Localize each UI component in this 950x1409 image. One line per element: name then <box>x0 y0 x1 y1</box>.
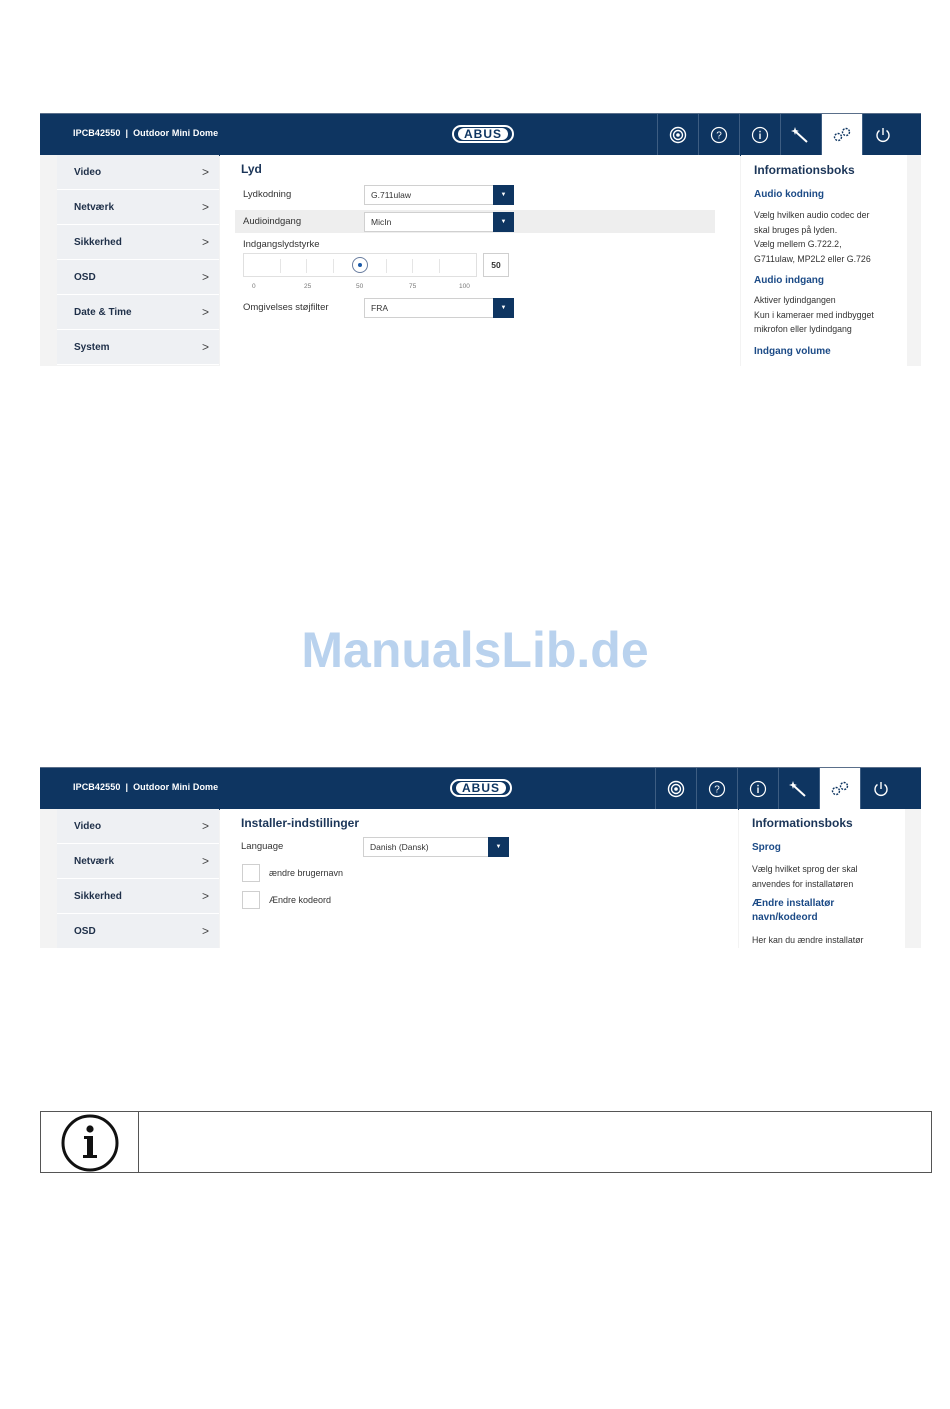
audio-input-label: Audioindgang <box>243 216 302 227</box>
change-username-label: ændre brugernavn <box>269 868 344 878</box>
info-text-line: Her kan du ændre installatør <box>752 935 864 945</box>
sidebar-item-label: System <box>74 341 110 353</box>
logo-text: ABUS <box>456 782 506 794</box>
input-volume-value[interactable]: 50 <box>483 253 509 277</box>
page-title: Installer-indstillinger <box>241 816 360 830</box>
device-title <box>73 128 218 138</box>
live-view-icon[interactable] <box>657 114 698 156</box>
change-password-label: Ændre kodeord <box>269 895 332 905</box>
sidebar-item-network[interactable] <box>57 844 219 879</box>
chevron-down-icon[interactable]: ▼ <box>493 212 514 232</box>
info-icon[interactable] <box>739 114 780 156</box>
info-text-line: Vælg hvilken audio codec der <box>754 210 870 220</box>
device-name: Outdoor Mini Dome <box>133 782 219 792</box>
sidebar-item-osd[interactable] <box>57 260 219 295</box>
left-gutter <box>40 155 57 366</box>
title-separator: | <box>125 128 129 138</box>
audio-coding-value: G.711ulaw <box>371 190 412 200</box>
top-bar <box>40 113 921 156</box>
info-text-change-installer <box>752 933 863 948</box>
audio-coding-select[interactable] <box>364 185 514 205</box>
screenshot-audio-settings <box>40 113 921 366</box>
info-text-line: Aktiver lydindgangen <box>754 295 836 305</box>
note-divider <box>138 1112 139 1172</box>
audio-input-select[interactable] <box>364 212 514 232</box>
sidebar-item-system[interactable] <box>57 330 219 365</box>
title-separator: | <box>125 782 129 792</box>
slider-tick <box>333 259 334 273</box>
change-username-checkbox[interactable] <box>242 864 260 882</box>
chevron-right-icon: > <box>201 819 209 833</box>
chevron-right-icon: > <box>201 165 209 179</box>
sidebar-item-label: Video <box>74 166 102 178</box>
sidebar-item-security[interactable] <box>57 879 219 914</box>
scale-label: 50 <box>356 283 364 290</box>
chevron-right-icon: > <box>201 200 209 214</box>
left-gutter <box>40 809 57 948</box>
info-panel <box>739 809 905 948</box>
main-panel <box>220 809 738 948</box>
info-text-line: mikrofon eller lydindgang <box>754 324 852 334</box>
info-heading-line: navn/kodeord <box>752 912 818 923</box>
settings-icon[interactable] <box>821 114 862 156</box>
scale-label: 0 <box>252 283 256 290</box>
input-volume-label: Indgangslydstyrke <box>243 239 320 250</box>
settings-sidebar <box>57 155 219 366</box>
right-gutter <box>907 155 921 366</box>
abus-logo <box>450 779 512 797</box>
watermark: ManualsLib.de <box>301 622 649 678</box>
sidebar-item-security[interactable] <box>57 225 219 260</box>
sidebar-item-video[interactable] <box>57 155 219 190</box>
info-icon[interactable] <box>737 768 778 810</box>
sidebar-item-label: Netværk <box>74 855 115 867</box>
scale-label: 25 <box>304 283 312 290</box>
scale-label: 100 <box>459 283 470 290</box>
top-bar <box>40 767 921 810</box>
info-heading-change-installer <box>752 897 834 925</box>
slider-tick <box>412 259 413 273</box>
slider-tick <box>439 259 440 273</box>
chevron-right-icon: > <box>201 270 209 284</box>
info-text-audio-coding <box>754 208 871 266</box>
right-gutter <box>905 809 921 948</box>
note-box <box>40 1111 932 1173</box>
slider-tick <box>386 259 387 273</box>
sidebar-item-date-time[interactable] <box>57 295 219 330</box>
noise-filter-select[interactable] <box>364 298 514 318</box>
language-select[interactable] <box>363 837 509 857</box>
power-icon[interactable] <box>862 114 903 156</box>
slider-knob[interactable] <box>352 257 368 273</box>
sidebar-item-video[interactable] <box>57 809 219 844</box>
chevron-down-icon[interactable]: ▼ <box>488 837 509 857</box>
chevron-right-icon: > <box>201 340 209 354</box>
power-icon[interactable] <box>860 768 901 810</box>
chevron-right-icon: > <box>201 235 209 249</box>
info-text-line: G711ulaw, MP2L2 eller G.726 <box>754 253 871 264</box>
sidebar-item-label: Sikkerhed <box>74 890 122 902</box>
info-heading-language: Sprog <box>752 842 781 853</box>
info-text-line: skal bruges på lyden. <box>754 224 838 235</box>
info-heading-input-volume: Indgang volume <box>754 346 831 357</box>
chevron-down-icon[interactable]: ▼ <box>493 298 514 318</box>
info-panel <box>741 155 907 366</box>
sidebar-item-osd[interactable] <box>57 914 219 948</box>
top-icon-bar <box>657 114 903 156</box>
device-title <box>73 782 218 792</box>
svg-text:?: ? <box>714 784 720 796</box>
abus-logo <box>452 125 514 143</box>
logo-text: ABUS <box>458 128 508 140</box>
change-password-checkbox[interactable] <box>242 891 260 909</box>
device-id: IPCB42550 <box>73 782 121 792</box>
info-heading-audio-coding: Audio kodning <box>754 189 824 200</box>
audio-coding-label: Lydkodning <box>243 189 292 200</box>
info-text-language <box>752 862 858 891</box>
chevron-right-icon: > <box>201 924 209 938</box>
chevron-down-icon[interactable]: ▼ <box>493 185 514 205</box>
sidebar-item-label: OSD <box>74 271 96 283</box>
sidebar-item-label: Video <box>74 820 102 832</box>
scale-label: 75 <box>409 283 417 290</box>
info-heading-line: Ændre installatør <box>752 898 835 909</box>
wizard-icon[interactable] <box>780 114 821 156</box>
page-title: Lyd <box>241 162 262 176</box>
chevron-right-icon: > <box>201 889 209 903</box>
noise-filter-value: FRA <box>371 303 388 313</box>
sidebar-item-label: OSD <box>74 925 96 937</box>
screenshot-installer-settings <box>40 767 921 948</box>
info-panel-title: Informationsboks <box>754 163 855 177</box>
slider-tick <box>306 259 307 273</box>
info-heading-audio-input: Audio indgang <box>754 275 824 286</box>
audio-input-value: MicIn <box>371 217 392 227</box>
main-panel <box>220 155 740 366</box>
help-icon[interactable] <box>698 114 739 156</box>
noise-filter-label: Omgivelses støjfilter <box>243 302 329 313</box>
chevron-right-icon: > <box>201 854 209 868</box>
sidebar-item-label: Date & Time <box>74 306 132 318</box>
device-id: IPCB42550 <box>73 128 121 138</box>
language-value: Danish (Dansk) <box>370 842 429 852</box>
info-icon <box>61 1114 119 1177</box>
settings-icon[interactable] <box>819 768 860 810</box>
svg-text:?: ? <box>716 130 722 142</box>
slider-tick <box>280 259 281 273</box>
info-text-line: Kun i kameraer med indbygget <box>754 309 874 320</box>
settings-sidebar <box>57 809 219 948</box>
live-view-icon[interactable] <box>655 768 696 810</box>
help-icon[interactable] <box>696 768 737 810</box>
top-icon-bar <box>655 768 901 810</box>
sidebar-item-label: Netværk <box>74 201 115 213</box>
info-text-line: anvendes for installatøren <box>752 878 854 889</box>
wizard-icon[interactable] <box>778 768 819 810</box>
info-text-audio-input <box>754 293 874 337</box>
info-text-line: Vælg mellem G.722.2, <box>754 239 842 249</box>
info-text-line: Vælg hvilket sprog der skal <box>752 864 858 874</box>
info-panel-title: Informationsboks <box>752 816 853 830</box>
device-name: Outdoor Mini Dome <box>133 128 219 138</box>
sidebar-item-label: Sikkerhed <box>74 236 122 248</box>
language-label: Language <box>241 841 284 852</box>
input-volume-slider[interactable] <box>243 253 477 277</box>
sidebar-item-network[interactable] <box>57 190 219 225</box>
chevron-right-icon: > <box>201 305 209 319</box>
